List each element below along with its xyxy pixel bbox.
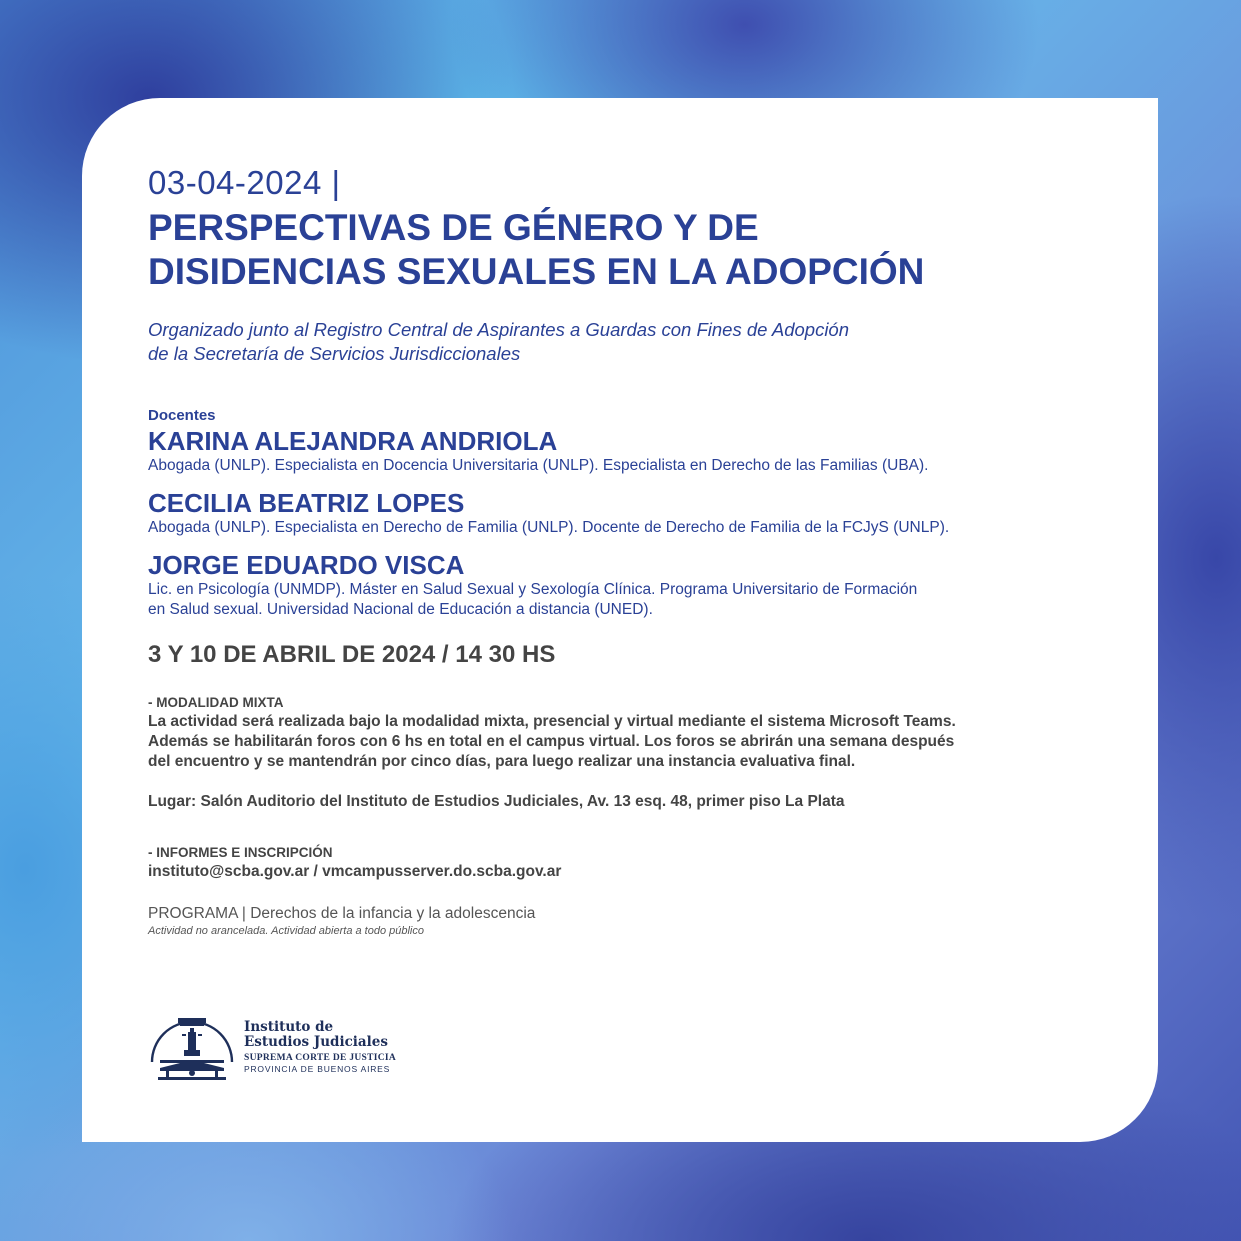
modalidad-line-1: La actividad será realizada bajo la modalidad mixta, presencial y virtual mediante el sistema Microsoft Teams. [148, 713, 956, 730]
event-title-line-2: DISIDENCIAS SEXUALES EN LA ADOPCIÓN [148, 251, 925, 292]
modalidad-section [148, 694, 1128, 772]
teacher-3 [148, 550, 1128, 620]
programa-note: Actividad no arancelada. Actividad abierta a todo público [148, 925, 424, 937]
informes-heading: - INFORMES E INSCRIPCIÓN [148, 845, 333, 860]
teacher-description: Lic. en Psicología (UNMDP). Máster en Salud Sexual y Sexología Clínica. Programa Universitario de Formación [148, 581, 918, 598]
logo-name-line-2: Estudios Judiciales [244, 1034, 388, 1050]
informes-section [148, 844, 1128, 882]
programa-text: PROGRAMA | Derechos de la infancia y la adolescencia [148, 905, 536, 922]
teacher-1 [148, 426, 1128, 476]
court-building-logo-icon [146, 1016, 238, 1080]
teacher-description: Abogada (UNLP). Especialista en Derecho de Familia (UNLP). Docente de Derecho de Familia de la FCJyS (UNLP). [148, 519, 950, 536]
logo-name-line-1: Instituto de [244, 1019, 334, 1035]
event-subtitle-line-2: de la Secretaría de Servicios Jurisdiccionales [148, 343, 521, 364]
event-schedule: 3 Y 10 DE ABRIL DE 2024 / 14 30 HS [148, 641, 556, 668]
event-subtitle [148, 318, 1128, 366]
logo-subtitle-line-1: SUPREMA CORTE DE JUSTICIA [244, 1053, 397, 1063]
event-date: 03-04-2024 | [148, 164, 341, 201]
institute-logo [146, 1016, 406, 1084]
modalidad-line-3: del encuentro y se mantendrán por cinco días, para luego realizar una instancia evaluativa final. [148, 753, 856, 770]
docentes-label: Docentes [148, 407, 216, 424]
teacher-description: Abogada (UNLP). Especialista en Docencia Universitaria (UNLP). Especialista en Derecho de las Familias (UBA). [148, 457, 929, 474]
teacher-name: CECILIA BEATRIZ LOPES [148, 488, 465, 518]
contact-links[interactable]: instituto@scba.gov.ar / vmcampusserver.do.scba.gov.ar [148, 863, 562, 880]
teacher-2 [148, 488, 1128, 538]
event-subtitle-line-1: Organizado junto al Registro Central de Aspirantes a Guardas con Fines de Adopción [148, 319, 850, 340]
logo-text [244, 1020, 396, 1075]
content-card [82, 98, 1158, 1142]
card-content [148, 162, 1128, 938]
teacher-name: KARINA ALEJANDRA ANDRIOLA [148, 426, 558, 456]
event-title-line-1: PERSPECTIVAS DE GÉNERO Y DE [148, 207, 759, 248]
modalidad-heading: - MODALIDAD MIXTA [148, 695, 284, 710]
modalidad-line-2: Además se habilitarán foros con 6 hs en total en el campus virtual. Los foros se abrirán una semana después [148, 733, 955, 750]
teacher-description-continued: en Salud sexual. Universidad Nacional de Educación a distancia (UNED). [148, 601, 653, 618]
event-title [148, 206, 1128, 294]
venue-text: Lugar: Salón Auditorio del Instituto de Estudios Judiciales, Av. 13 esq. 48, primer piso La Plata [148, 793, 845, 810]
logo-subtitle-line-2: PROVINCIA DE BUENOS AIRES [244, 1064, 391, 1074]
teacher-name: JORGE EDUARDO VISCA [148, 550, 465, 580]
